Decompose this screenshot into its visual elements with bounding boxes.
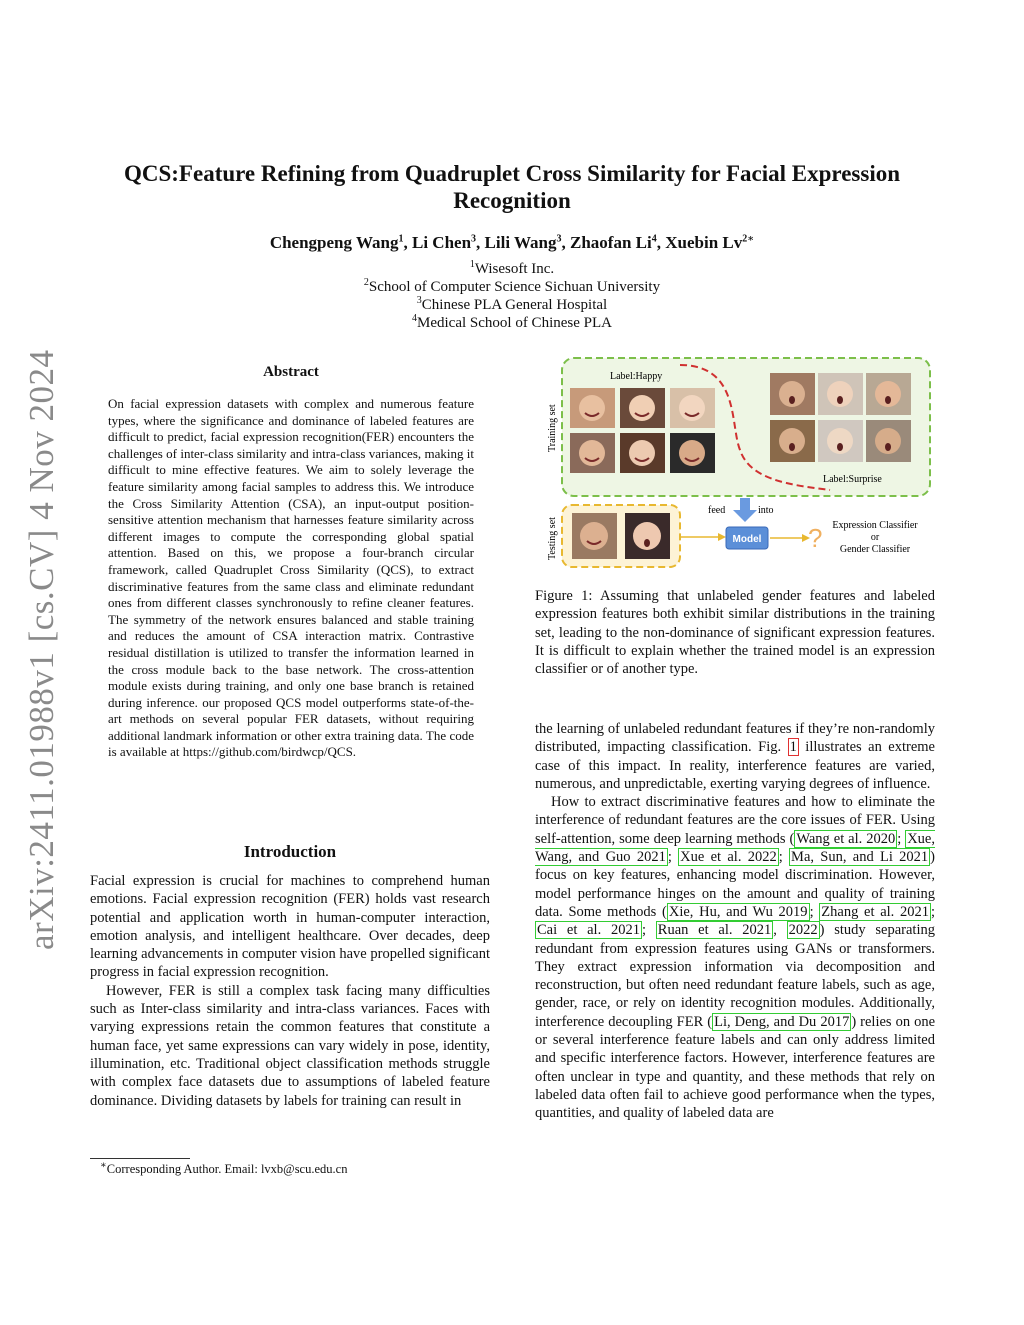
- classifier-label-or: or: [870, 532, 880, 543]
- paragraph: However, FER is still a complex task facing many difficulties such as Inter-class similarity and intra-class variances. Faces with varying expressions retain the common features that constitute a human face, yet same expressions can vary widely in pose, identity, illumination, etc. Traditional object classification methods struggle with complex face datasets due to assumptions of labeled feature dominance. Dividing datasets by labels for training can result in: [90, 982, 490, 1109]
- citation-link[interactable]: Ma, Sun, and Li 2021: [791, 849, 929, 866]
- citation-link[interactable]: Xue, Wang, and Guo 2021: [535, 830, 935, 866]
- testing-set-label: Testing set: [547, 517, 558, 560]
- model-label: Model: [732, 534, 762, 545]
- label-happy: Label:Happy: [610, 371, 663, 382]
- arxiv-identifier: arXiv:2411.01988v1 [cs.CV] 4 Nov 2024: [22, 349, 61, 950]
- citation-link[interactable]: Xie, Hu, and Wu 2019: [668, 903, 808, 920]
- question-mark-icon: ?: [808, 523, 823, 553]
- affiliation: $^4$Medical School of Chinese PLA: [412, 313, 612, 331]
- affiliation: $^3$Chinese PLA General Hospital: [416, 295, 608, 313]
- figure-caption: Figure 1: Assuming that unlabeled gender features and labeled expression features both exhibit similar distributions in the training set, leading to the non-dominance of significant expression features. It is difficult to explain whether the trained model is an expression classifier or of another type.: [535, 588, 935, 678]
- figure-1: [540, 355, 935, 575]
- footnote-rule: [90, 1158, 190, 1159]
- paragraph: the learning of unlabeled redundant features if they’re non-randomly distributed, impacting classification. Fig. 1 illustrates an extreme case of this impact. In reality, interference features are varied, numerous, and unpredictable, exerting varying degrees of influence.: [535, 721, 935, 792]
- paragraph: Facial expression is crucial for machines to comprehend human emotions. Facial expression recognition (FER) holds vast research potential and application worth in human-computer interaction, emotion analysis, and intelligent healthcare. Over decades, deep learning advancements in computer vision have propelled significant progress in facial expression recognition.: [90, 873, 490, 981]
- affiliation: $^1$Wisesoft Inc.: [469, 259, 555, 277]
- arrow-down-icon: [733, 498, 757, 522]
- paragraph: How to extract discriminative features and how to eliminate the interference of redundant features are the core issues of FER. Using self-attention, some deep learning methods ( Wang et al. 2020 ; Xue, Wang, and Guo 2021 ; Xue et al. 2022 ; Ma, Sun, and Li 2021 ) focus on key features, enhancing model discrimination. However, model performance hinges on the amount and quality of training data. Some methods ( Xie, Hu, and Wu 2019 ; Zhang et al. 2021 ; Cai et al. 2021 ; Ruan et al. 2021 , 2022 ) study separating redundant from expression features using GANs or transformers. They extract expression information via decomposition and reconstruction, but often need redundant feature labels, such as age, gender, race, or rely on identity recognition modules. Additionally, interference decoupling FER ( Li, Deng, and Du 2017 ) relies on one or several interference feature labels and can only address limited and specific interference factors. However, interference features are often unclear in type and quantity, and these methods that rely on labeled data often fail to achieve good performance when the types, quantities, and quality of labeled data are: [535, 794, 936, 1122]
- citation-link[interactable]: Ruan et al. 2021: [657, 922, 772, 939]
- introduction-body: [90, 872, 490, 1110]
- figure-reference-link[interactable]: 1: [789, 739, 797, 756]
- abstract-heading: Abstract: [263, 364, 319, 380]
- classifier-label-2: Gender Classifier: [839, 544, 911, 555]
- into-label: into: [758, 505, 774, 516]
- title-line-2: Recognition: [453, 188, 571, 213]
- citation-link[interactable]: Wang et al. 2020: [796, 830, 896, 847]
- title-line-1: QCS:Feature Refining from Quadruplet Cross Similarity for Facial Expression: [123, 161, 901, 186]
- author: Zhaofan Li$^4$,: [570, 233, 666, 252]
- right-column-body: [535, 720, 935, 1123]
- affiliations: [80, 260, 944, 332]
- training-set-label: Training set: [547, 404, 558, 452]
- paper-title: [80, 160, 944, 214]
- feed-label: feed: [708, 505, 726, 516]
- author: Chengpeng Wang$^1$,: [269, 233, 412, 252]
- arrow-right-icon: [770, 534, 810, 542]
- citation-link[interactable]: Cai et al. 2021: [537, 922, 640, 939]
- author: Li Chen$^3$,: [411, 233, 485, 252]
- affiliation: $^2$School of Computer Science Sichuan University: [363, 277, 661, 295]
- author-list: [80, 233, 944, 253]
- citation-link[interactable]: Li, Deng, and Du 2017: [714, 1013, 850, 1030]
- abstract-text: On facial expression datasets with complex and numerous feature types, where the significance and dominance of labeled features are difficult to predict, facial expression recognition(FER) encounters the challenges of inter-class similarity and intra-class variances, making it difficult to mine effective features. We aim to solely leverage the feature similarity among facial samples to address this. We introduce the Cross Similarity Attention (CSA), an input-output position-sensitive attention mechanism that harnesses feature similarity across different images to compute the corresponding global spatial attention. Based on this, we propose a four-branch circular framework, called Quadruplet Cross Similarity (QCS), to extract discriminative features from the same class and eliminate redundant ones from different classes synchronously to refine cleaner features. The symmetry of the network ensures balanced and stable training and reduces the amount of CSA interaction matrix. Contrastive residual distillation is utilized to transfer the information learned in the cross module back to the base network. The cross-attention module exists during training, and only one base branch is retained during inference. our proposed QCS model outperforms state-of-the-art methods on several popular FER datasets, without requiring additional landmark information or other extra training data. The code is available at https://github.com/birdwcp/QCS.: [108, 396, 474, 760]
- classifier-label-1: Expression Classifier: [832, 520, 918, 531]
- author: Lili Wang$^3$,: [484, 233, 570, 252]
- label-surprise: Label:Surprise: [823, 474, 882, 485]
- arrow-right-icon: [680, 533, 726, 541]
- citation-link[interactable]: Xue et al. 2022: [680, 849, 777, 866]
- footnote: ∗Corresponding Author. Email: lvxb@scu.edu.cn: [100, 1159, 348, 1176]
- author: Xuebin $Lv^{2∗}$: [665, 233, 755, 252]
- introduction-heading: Introduction: [243, 842, 337, 861]
- citation-link[interactable]: Zhang et al. 2021: [821, 903, 929, 920]
- citation-link[interactable]: 2022: [788, 922, 818, 939]
